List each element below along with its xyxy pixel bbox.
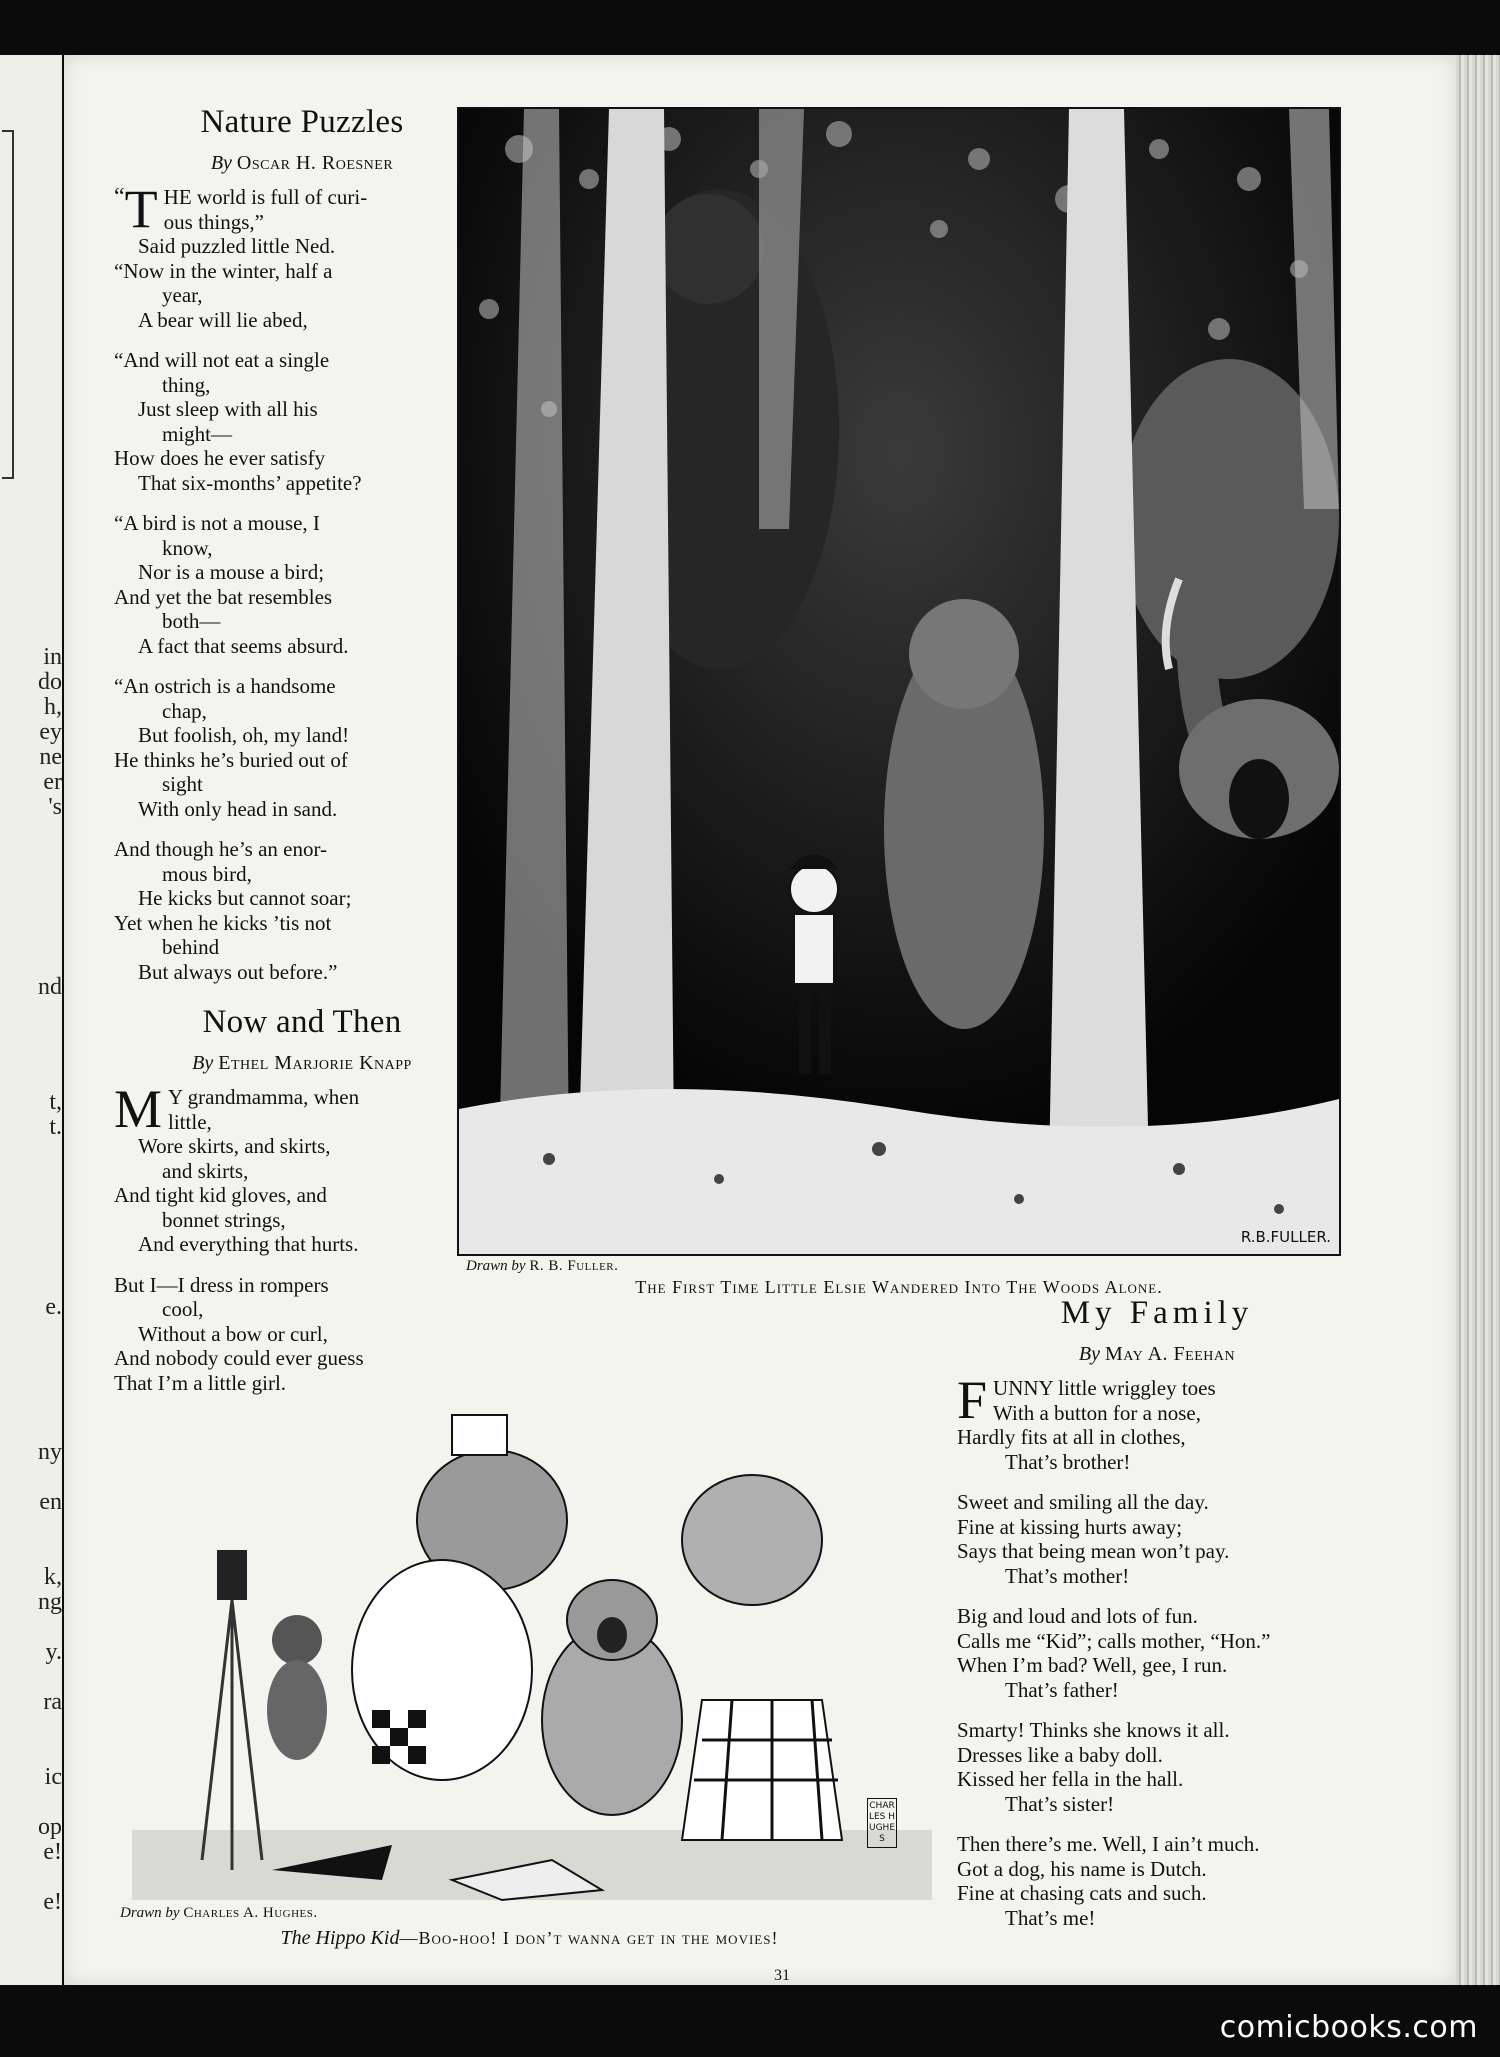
- poem-line: [114, 234, 490, 259]
- line-text: know,: [162, 535, 213, 560]
- line-text: But foolish, oh, my land!: [138, 723, 350, 747]
- byline-by: By: [192, 1052, 214, 1074]
- artist-signature: CHARLES HUGHES: [867, 1798, 897, 1848]
- poem-line: [114, 1297, 490, 1322]
- poem-line: [114, 1346, 490, 1371]
- poem-line: [114, 1134, 490, 1159]
- line-text: And everything that hurts.: [138, 1232, 359, 1256]
- credit-name: Charles A. Hughes.: [183, 1905, 318, 1921]
- poem-line: [957, 1857, 1367, 1882]
- poem-line: [114, 911, 490, 936]
- stanza: [114, 1273, 490, 1396]
- poem-line: [957, 1653, 1367, 1678]
- poem-line: [957, 1881, 1367, 1906]
- stanza: [114, 1079, 490, 1257]
- stanza: [957, 1370, 1367, 1474]
- line-text: Got a dog, his name is Dutch.: [957, 1856, 1207, 1881]
- poem-line: [957, 1792, 1367, 1817]
- line-text: Dresses like a baby doll.: [957, 1742, 1163, 1767]
- line-text: “Now in the winter, half a: [114, 258, 333, 283]
- facing-page-fragment: e!: [43, 1839, 62, 1865]
- stanza: [957, 1604, 1367, 1702]
- poem-title: Nature Puzzles: [200, 104, 404, 140]
- line-text: Hardly fits at all in clothes,: [957, 1425, 1186, 1449]
- facing-page-fragment: 's: [48, 794, 62, 820]
- facing-page-fragment: e.: [45, 1294, 62, 1320]
- facing-page-fragment: e!: [43, 1889, 62, 1915]
- poem-line: [114, 1232, 490, 1257]
- poem-line: [114, 1371, 490, 1396]
- facing-page-edge: [0, 55, 62, 1985]
- caption-italic: The Hippo Kid: [280, 1927, 400, 1949]
- poem-byline: [947, 1342, 1367, 1366]
- artist-signature: R.B.FULLER.: [1240, 1228, 1331, 1246]
- line-text: He kicks but cannot soar;: [138, 886, 352, 910]
- poem-line: [957, 1604, 1367, 1629]
- line-text: A fact that seems absurd.: [138, 633, 349, 658]
- line-text: And tight kid gloves, and: [114, 1183, 327, 1207]
- poem-line: [957, 1425, 1367, 1450]
- facing-page-fragment: er: [43, 769, 62, 795]
- line-text: Then there’s me. Well, I ain’t much.: [957, 1832, 1260, 1856]
- line-text: thing,: [162, 372, 211, 397]
- line-text: Nor is a mouse a bird;: [138, 560, 325, 584]
- poem-my-family: [947, 1278, 1367, 1946]
- poem-line: [114, 1183, 490, 1208]
- poem-line: [114, 862, 490, 887]
- facing-page-fragment: t.: [49, 1114, 62, 1140]
- credit-by: Drawn by: [120, 1905, 180, 1921]
- poem-byline: [114, 1051, 490, 1075]
- line-text: And though he’s an enor-: [114, 837, 328, 861]
- line-text: year,: [162, 283, 203, 307]
- facing-page-fragment: y.: [45, 1639, 62, 1665]
- poem-title: My Family: [1060, 1295, 1254, 1331]
- facing-page-fragment: ra: [43, 1689, 62, 1715]
- line-text: ous things,”: [163, 209, 264, 234]
- poem-line: [957, 1832, 1367, 1857]
- byline-by: By: [210, 152, 232, 174]
- poem-line: [957, 1376, 1367, 1401]
- hippo-illustration: [122, 1400, 937, 1905]
- stanza: [114, 179, 490, 332]
- hippo-caption: [122, 1927, 937, 1950]
- poem-line: [114, 560, 490, 585]
- poem-line: [957, 1450, 1367, 1475]
- stanza: [114, 674, 490, 821]
- poem-line: [114, 772, 490, 797]
- poem-line: [114, 886, 490, 911]
- drop-cap: F: [957, 1370, 988, 1430]
- poem-line: [957, 1767, 1367, 1792]
- line-text: Smarty! Thinks she knows it all.: [957, 1718, 1230, 1742]
- poem-line: [114, 210, 490, 235]
- line-text: And nobody could ever guess: [114, 1346, 364, 1370]
- poem-line: [114, 446, 490, 471]
- facing-page-fragment: ne: [39, 744, 62, 770]
- poem-line: [114, 283, 490, 308]
- stanza: [957, 1832, 1367, 1930]
- facing-page-fragment: ey: [39, 719, 62, 745]
- poem-body: [947, 1370, 1367, 1930]
- line-text: “And will not eat a single: [114, 348, 330, 372]
- poem-line: [957, 1743, 1367, 1768]
- poem-line: [114, 1110, 490, 1135]
- line-text: HE world is full of curi-: [163, 185, 368, 209]
- line-text: That’s mother!: [1005, 1563, 1130, 1588]
- poem-line: [957, 1564, 1367, 1589]
- facing-page-fragment: en: [39, 1489, 62, 1515]
- facing-page-fragment: ic: [44, 1764, 62, 1790]
- hippo-drawing: [122, 1400, 937, 1905]
- poem-line: [114, 585, 490, 610]
- line-text: both—: [162, 609, 221, 633]
- poem-body: [114, 179, 490, 984]
- poem-line: [114, 1322, 490, 1347]
- line-text: Calls me “Kid”; calls mother, “Hon.”: [957, 1628, 1271, 1653]
- stanza: [114, 348, 490, 495]
- poem-line: [114, 511, 490, 536]
- line-text: sight: [162, 772, 203, 796]
- line-text: Sweet and smiling all the day.: [957, 1490, 1209, 1514]
- credit-name: R. B. Fuller.: [529, 1258, 619, 1274]
- line-text: Fine at chasing cats and such.: [957, 1881, 1207, 1905]
- poem-line: [114, 935, 490, 960]
- line-text: Kissed her fella in the hall.: [957, 1767, 1184, 1791]
- line-text: And yet the bat resembles: [114, 584, 333, 609]
- stanza: [957, 1718, 1367, 1816]
- facing-page-fragment: ng: [38, 1589, 62, 1615]
- poem-line: [114, 373, 490, 398]
- poem-line: [114, 699, 490, 724]
- line-text: That six-months’ appetite?: [138, 470, 362, 495]
- woods-credit: [466, 1258, 618, 1275]
- facing-page-fragment: ny: [38, 1439, 62, 1465]
- line-text: behind: [162, 935, 220, 959]
- poem-line: [114, 634, 490, 659]
- line-text: little,: [168, 1109, 212, 1134]
- stanza: [114, 837, 490, 984]
- line-text: That I’m a little girl.: [114, 1370, 287, 1395]
- line-text: mous bird,: [162, 861, 252, 886]
- line-text: Just sleep with all his: [138, 397, 318, 421]
- line-text: bonnet strings,: [162, 1207, 286, 1232]
- open-quote: “: [114, 184, 125, 210]
- line-text: chap,: [162, 698, 207, 723]
- line-text: A bear will lie abed,: [138, 307, 308, 332]
- poem-line: [114, 259, 490, 284]
- line-text: But always out before.”: [138, 959, 338, 984]
- facing-page-frame: [2, 130, 14, 479]
- poem-byline: [114, 151, 490, 175]
- facing-page-fragment: nd: [38, 974, 62, 1000]
- line-text: “An ostrich is a handsome: [114, 674, 336, 698]
- poem-line: [957, 1629, 1367, 1654]
- line-text: Wore skirts, and skirts,: [138, 1134, 331, 1158]
- woods-illustration: [457, 107, 1341, 1256]
- poem-line: [114, 1208, 490, 1233]
- line-text: Said puzzled little Ned.: [138, 234, 336, 258]
- line-text: With a button for a nose,: [993, 1400, 1201, 1425]
- byline-by: By: [1078, 1343, 1100, 1365]
- poem-line: [114, 308, 490, 333]
- caption-text: —Boo-hoo! I don’t wanna get in the movies!: [399, 1928, 779, 1948]
- line-text: UNNY little wriggley toes: [993, 1376, 1216, 1400]
- byline-author: May A. Feehan: [1104, 1343, 1236, 1365]
- facing-page-fragment: h,: [44, 694, 62, 720]
- line-text: That’s sister!: [1005, 1791, 1115, 1816]
- poem-body: [114, 1079, 490, 1395]
- poem-line: [114, 185, 490, 210]
- line-text: Fine at kissing hurts away;: [957, 1514, 1183, 1539]
- line-text: cool,: [162, 1297, 204, 1321]
- line-text: Y grandmamma, when: [168, 1085, 360, 1109]
- poem-line: [114, 748, 490, 773]
- poem-line: [114, 1085, 490, 1110]
- page-number: 31: [774, 1967, 790, 1984]
- woods-caption: The First Time Little Elsie Wandered Into The Woods Alone.: [635, 1277, 1163, 1297]
- line-text: That’s father!: [1005, 1677, 1119, 1702]
- poem-line: [957, 1678, 1367, 1703]
- poem-line: [957, 1539, 1367, 1564]
- drop-cap: M: [114, 1079, 163, 1139]
- stanza: [957, 1490, 1367, 1588]
- line-text: But I—I dress in rompers: [114, 1272, 329, 1297]
- poem-line: [114, 536, 490, 561]
- facing-page-fragment: do: [38, 669, 62, 695]
- line-text: Says that being mean won’t pay.: [957, 1539, 1230, 1563]
- poem-line: [957, 1515, 1367, 1540]
- poem-line: [957, 1490, 1367, 1515]
- line-text: Big and loud and lots of fun.: [957, 1604, 1198, 1628]
- hippo-credit: [120, 1905, 318, 1922]
- line-text: That’s me!: [1005, 1905, 1096, 1930]
- poem-line: [114, 609, 490, 634]
- facing-page-fragment: in: [43, 644, 62, 670]
- poem-title: Now and Then: [202, 1004, 402, 1040]
- line-text: “A bird is not a mouse, I: [114, 511, 320, 535]
- poem-nature-puzzles: [114, 103, 490, 1000]
- poem-line: [114, 397, 490, 422]
- poem-now-and-then: [114, 1003, 490, 1411]
- poem-line: [114, 837, 490, 862]
- poem-line: [114, 797, 490, 822]
- facing-page-fragment: k,: [44, 1564, 62, 1590]
- byline-author: Ethel Marjorie Knapp: [218, 1052, 412, 1074]
- poem-line: [114, 1273, 490, 1298]
- poem-line: [114, 348, 490, 373]
- poem-line: [114, 674, 490, 699]
- stanza: [114, 511, 490, 658]
- credit-by: Drawn by: [466, 1258, 526, 1274]
- line-text: With only head in sand.: [138, 796, 338, 821]
- poem-line: [957, 1906, 1367, 1931]
- line-text: He thinks he’s buried out of: [114, 747, 348, 772]
- poem-line: [114, 723, 490, 748]
- poem-line: [114, 471, 490, 496]
- facing-page-fragment: t,: [49, 1089, 62, 1115]
- poem-line: [957, 1718, 1367, 1743]
- poem-line: [957, 1401, 1367, 1426]
- line-text: How does he ever satisfy: [114, 446, 326, 470]
- line-text: Without a bow or curl,: [138, 1321, 328, 1346]
- line-text: When I’m bad? Well, gee, I run.: [957, 1653, 1228, 1677]
- watermark: comicbooks.com: [1219, 2010, 1478, 2045]
- line-text: and skirts,: [162, 1158, 249, 1183]
- drop-cap: T: [124, 179, 158, 239]
- poem-line: [114, 422, 490, 447]
- line-text: might—: [162, 421, 233, 446]
- poem-line: [114, 1159, 490, 1184]
- facing-page-fragment: op: [38, 1814, 62, 1840]
- line-text: Yet when he kicks ’tis not: [114, 910, 332, 935]
- line-text: That’s brother!: [1005, 1449, 1131, 1474]
- page-stack-edge: [1456, 55, 1500, 1985]
- magazine-page: [64, 55, 1456, 1985]
- woods-drawing: [459, 109, 1339, 1254]
- poem-line: [114, 960, 490, 985]
- byline-author: Oscar H. Roesner: [236, 152, 394, 174]
